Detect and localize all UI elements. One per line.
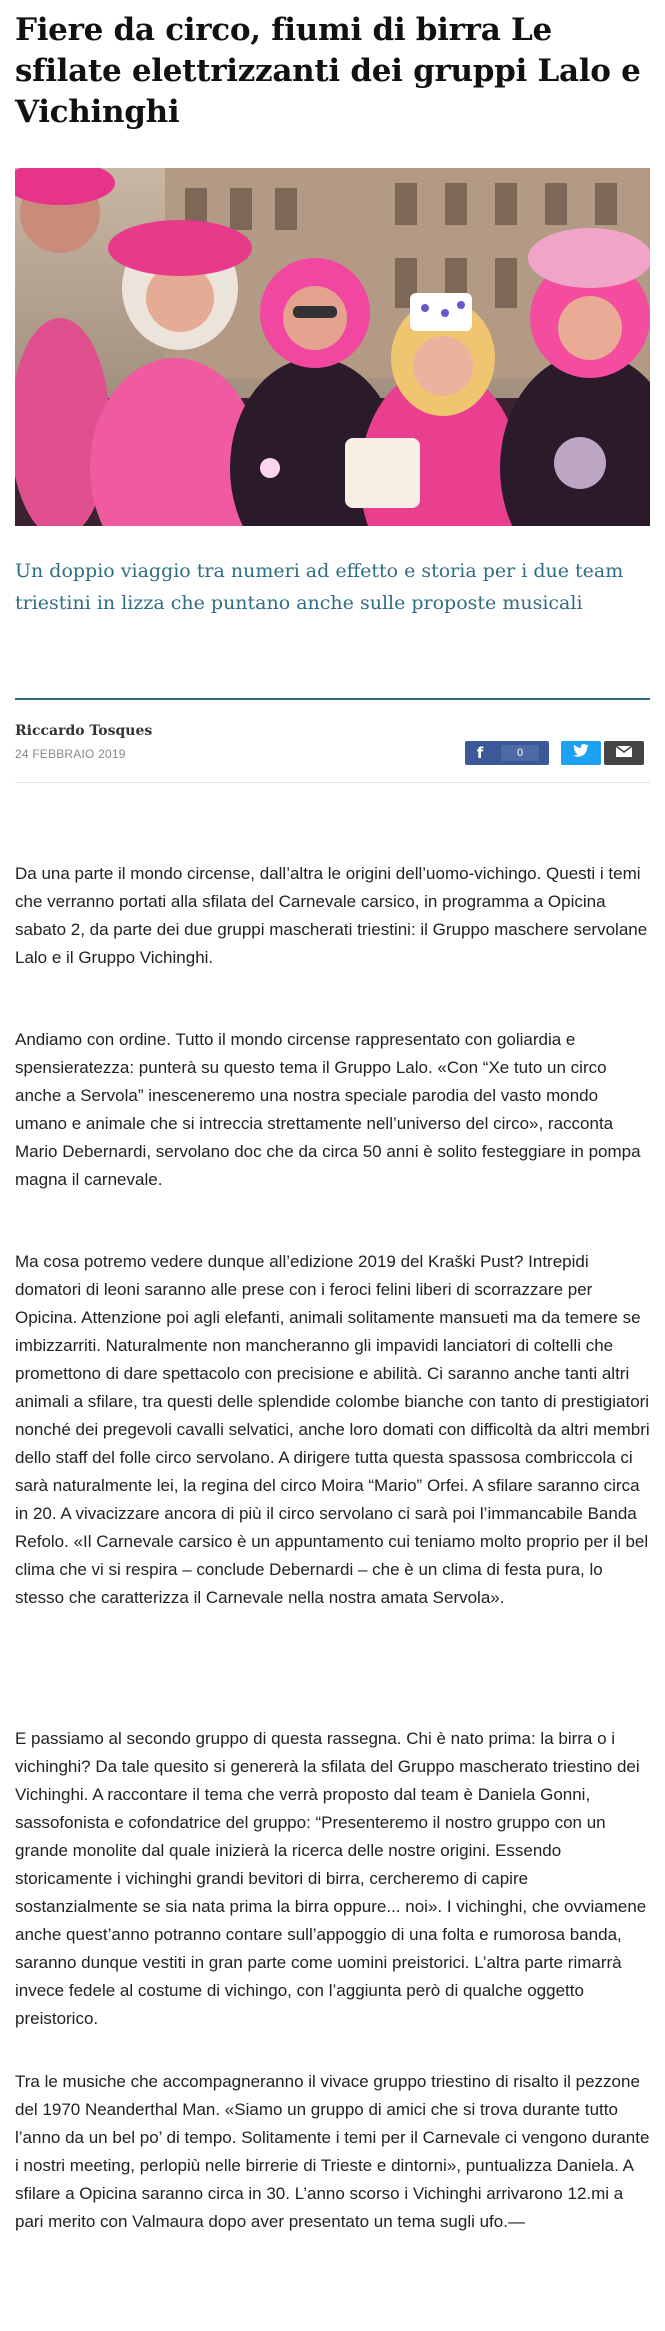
article-subtitle: Un doppio viaggio tra numeri ad effetto e storia per i due team triestini in lizza che puntano anche sulle proposte musicali bbox=[15, 560, 624, 614]
divider bbox=[15, 698, 650, 700]
article-paragraph-3: Ma cosa potremo vedere dunque all’edizione 2019 del Kraški Pust? Intrepidi domatori di leoni saranno alle prese con i feroci felini liberi di scorrazzare per Opicina. Attenzione poi agli elefanti, animali solitamente mansueti ma da temere se imbizzarriti. Naturalmente non mancheranno gli impavidi lanciatori di coltelli che promettono di dare spettacolo con precisione e abilità. Ci saranno anche tanti altri animali a sfilare, tra questi delle splendide colombe bianche con tanto di prestigiatori nonché dei pregevoli cavalli selvatici, anche loro domati con difficoltà da altri membri dello staff del folle circo servolano. A dirigere tutta questa spassosa combriccola ci sarà naturalmente lei, la regina del circo Moira “Mario” Orfei. A sfilare saranno circa in 20. A vivacizzare ancora di più il circo servolano ci sarà poi l’immancabile Banda Refolo. «Il Carnevale carsico è un appuntamento cui teniamo molto proprio per il bel clima che vi si respira – conclude Debernardi – che è un clima di festa pura, lo stesso che caratterizza il Carnevale nella nostra amata Servola». bbox=[15, 1252, 650, 1607]
facebook-share-button[interactable] bbox=[465, 741, 549, 765]
article-paragraph-1: Da una parte il mondo circense, dall’altra le origini dell’uomo-vichingo. Questi i temi che verranno portati alla sfilata del Carnevale carsico, in programma a Opicina sabato 2, da parte dei due gruppi mascherati triestini: il Gruppo maschere servolane Lalo e il Gruppo Vichinghi. bbox=[15, 864, 648, 967]
twitter-share-button[interactable] bbox=[561, 741, 601, 765]
facebook-share-count: 0 bbox=[501, 745, 539, 761]
facebook-icon: f bbox=[476, 744, 484, 762]
article-paragraph-5: Tra le musiche che accompagneranno il vivace gruppo triestino di risalto il pezzone del 1970 Neanderthal Man. «Siamo un gruppo di amici che si trova durante tutto l’anno da un bel po’ di tempo. Solitamente i temi per il Carnevale ci vengono durante i nostri meeting, perlopiù nelle birrerie di Trieste e dintorni», puntualizza Daniela. A sfilare a Opicina saranno circa in 30. L’anno scorso i Vichinghi arrivarono 12.mi a pari merito con Valmaura dopo aver presentato un tema sugli ufo.— bbox=[15, 2072, 650, 2231]
email-icon bbox=[616, 744, 632, 762]
twitter-icon bbox=[573, 744, 589, 762]
byline-divider bbox=[15, 782, 650, 783]
article-paragraph-4: E passiamo al secondo gruppo di questa rassegna. Chi è nato prima: la birra o i vichinghi? Da tale quesito si genererà la sfilata del Gruppo mascherato triestino dei Vichinghi. A raccontare il tema che verrà proposto dal team è Daniela Gonni, sassofonista e cofondatrice del gruppo: “Presenteremo il nostro gruppo con un grande monolite dal quale inizierà la ricerca delle nostre origini. Essendo storicamente i vichinghi grandi bevitori di birra, cercheremo di capire sostanzialmente se sia nata prima la birra oppure... noi». I vichinghi, che ovviamene anche quest’anno potranno contare sull’appoggio di una folta e rumorosa banda, saranno dunque vestiti in gran parte come uomini preistorici. L’altra parte rimarrà invece fedele al costume di vichingo, con l’aggiunta però di qualche oggetto preistorico. bbox=[15, 1729, 647, 2028]
email-share-button[interactable] bbox=[604, 741, 644, 765]
author-name: Riccardo Tosques bbox=[15, 723, 153, 739]
hero-photo bbox=[15, 168, 650, 526]
article-paragraph-2: Andiamo con ordine. Tutto il mondo circense rappresentato con goliardia e spensieratezza: punterà su questo tema il Gruppo Lalo. «Con “Xe tuto un circo anche a Servola” inesceneremo una nostra speciale parodia del vasto mondo umano e animale che si intreccia strettamente nell’universo del circo», racconta Mario Debernardi, servolano doc che da circa 50 anni è solito festeggiare in pompa magna il carnevale. bbox=[15, 1030, 641, 1189]
byline bbox=[15, 722, 152, 761]
article-title: Fiere da circo, fiumi di birra Le sfilate elettrizzanti dei gruppi Lalo e Vichinghi bbox=[15, 12, 641, 130]
publish-date: 24 FEBBRAIO 2019 bbox=[15, 747, 126, 761]
